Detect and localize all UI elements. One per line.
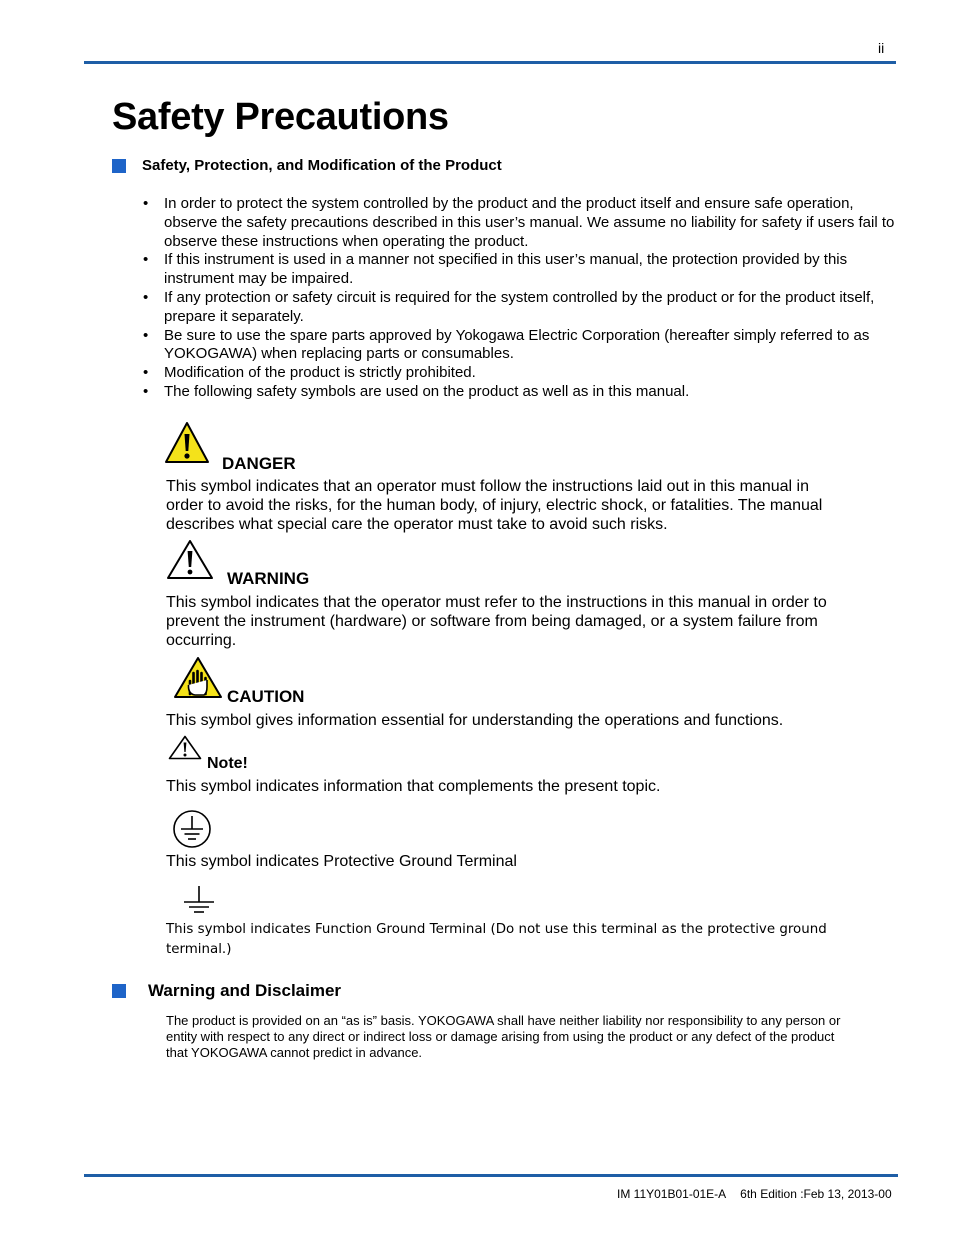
list-item: • Modification of the product is strictly prohibited. xyxy=(140,364,900,383)
note-description: This symbol indicates information that complements the present topic. xyxy=(166,778,661,795)
list-item: • The following safety symbols are used on the product as well as in this manual. xyxy=(140,383,900,402)
header-rule xyxy=(84,61,896,64)
list-item: • In order to protect the system controlled by the product and the product itself and ensure safe operation, observe the safety precautions described in this user’s manual. We assume no liability for safety if users fail to observe these instructions when operating the product. xyxy=(140,195,900,251)
danger-warning-triangle-icon xyxy=(164,421,210,464)
list-item: • If any protection or safety circuit is required for the system controlled by the product or for the product itself, prepare it separately. xyxy=(140,289,900,327)
warning-triangle-icon xyxy=(166,539,214,580)
warning-description: This symbol indicates that the operator must refer to the instructions in this manual in order to prevent the instrument (hardware) or software from being damaged, or a system failure from occurring. xyxy=(166,594,827,649)
list-item: • Be sure to use the spare parts approved by Yokogawa Electric Corporation (hereafter simply referred to as YOKOGAWA) when replacing parts or consumables. xyxy=(140,327,900,365)
section-heading-disclaimer xyxy=(112,981,341,1001)
function-ground-icon xyxy=(182,885,216,915)
protective-ground-icon xyxy=(172,809,212,849)
caution-hand-triangle-icon xyxy=(173,656,223,699)
page-footer xyxy=(617,1187,892,1201)
page-title: Safety Precautions xyxy=(112,96,449,138)
danger-label: DANGER xyxy=(222,454,296,473)
section-heading-text: Warning and Disclaimer xyxy=(148,981,342,1000)
function-ground-description: This symbol indicates Function Ground Terminal (Do not use this terminal as the protective ground terminal.) xyxy=(166,922,827,957)
warning-label: WARNING xyxy=(227,569,310,588)
section-heading-safety xyxy=(112,157,502,174)
truncated-text-line xyxy=(166,1066,806,1070)
caution-description: This symbol gives information essential for understanding the operations and functions. xyxy=(166,712,784,729)
footer-doc-id: IM 11Y01B01-01E-A xyxy=(617,1187,727,1201)
section-marker-icon xyxy=(112,159,126,173)
footer-edition: 6th Edition :Feb 13, 2013-00 xyxy=(740,1187,892,1201)
list-item: • If this instrument is used in a manner not specified in this user’s manual, the protection provided by this instrument may be impaired. xyxy=(140,251,900,289)
page-number: ii xyxy=(878,40,885,56)
section-marker-icon xyxy=(112,984,126,998)
note-label: Note! xyxy=(207,755,248,772)
protective-ground-description: This symbol indicates Protective Ground Terminal xyxy=(166,853,517,870)
note-triangle-icon xyxy=(168,735,202,760)
danger-description: This symbol indicates that an operator must follow the instructions laid out in this manual in order to avoid the risks, for the human body, of injury, electric shock, or fatalities. The manual describes what special care the operator must take to avoid such risks. xyxy=(166,478,823,533)
disclaimer-text: The product is provided on an “as is” basis. YOKOGAWA shall have neither liability nor responsibility to any person or entity with respect to any direct or indirect loss or damage arising from using the product or any defect of the product that YOKOGAWA cannot predict in advance. xyxy=(166,1013,841,1060)
safety-bullet-list xyxy=(140,195,900,402)
footer-rule xyxy=(84,1174,898,1177)
section-heading-text: Safety, Protection, and Modification of the Product xyxy=(142,157,502,174)
caution-label: CAUTION xyxy=(227,687,305,706)
